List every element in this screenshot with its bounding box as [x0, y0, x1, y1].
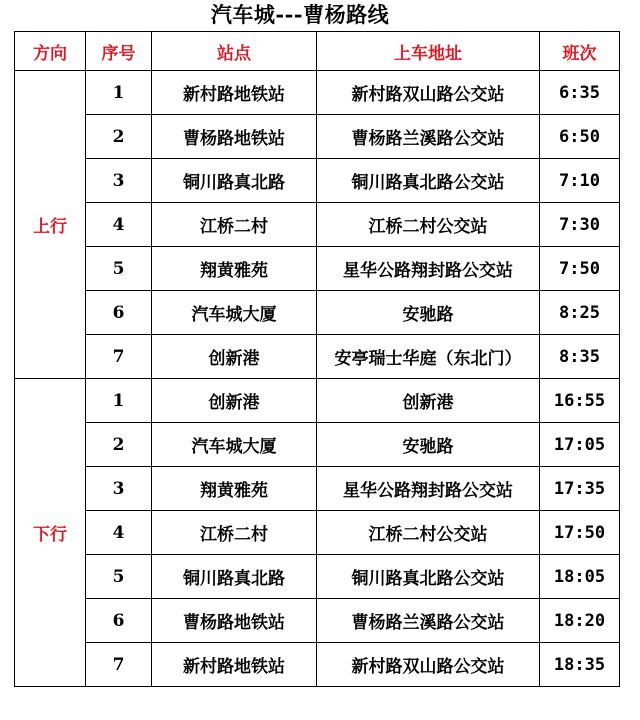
address-cell: 新村路双山路公交站	[317, 71, 540, 115]
time-cell: 17:50	[540, 511, 620, 555]
address-cell: 铜川路真北路公交站	[317, 159, 540, 203]
address-cell: 曹杨路兰溪路公交站	[317, 115, 540, 159]
time-cell: 17:05	[540, 423, 620, 467]
address-cell: 江桥二村公交站	[317, 511, 540, 555]
address-cell: 安亭瑞士华庭（东北门）	[317, 335, 540, 379]
stop-cell: 翔黄雅苑	[152, 247, 317, 291]
time-cell: 8:35	[540, 335, 620, 379]
stop-cell: 翔黄雅苑	[152, 467, 317, 511]
table-row	[15, 115, 620, 159]
time-cell: 7:10	[540, 159, 620, 203]
table-row	[15, 555, 620, 599]
seq-cell: 7	[86, 335, 152, 379]
seq-cell: 3	[86, 467, 152, 511]
table-row	[15, 291, 620, 335]
seq-cell: 6	[86, 291, 152, 335]
header-direction: 方向	[15, 32, 86, 71]
table-row	[15, 599, 620, 643]
table-row	[15, 643, 620, 687]
address-cell: 安驰路	[317, 423, 540, 467]
stop-cell: 创新港	[152, 335, 317, 379]
seq-cell: 2	[86, 115, 152, 159]
time-cell: 6:35	[540, 71, 620, 115]
seq-cell: 7	[86, 643, 152, 687]
stop-cell: 曹杨路地铁站	[152, 599, 317, 643]
stop-cell: 铜川路真北路	[152, 555, 317, 599]
table-row	[15, 71, 620, 115]
time-cell: 8:25	[540, 291, 620, 335]
header-stop: 站点	[152, 32, 317, 71]
bus-schedule-table	[14, 31, 620, 687]
time-cell: 16:55	[540, 379, 620, 423]
address-cell: 江桥二村公交站	[317, 203, 540, 247]
stop-cell: 新村路地铁站	[152, 643, 317, 687]
address-cell: 新村路双山路公交站	[317, 643, 540, 687]
table-row	[15, 335, 620, 379]
table-row	[15, 159, 620, 203]
time-cell: 18:35	[540, 643, 620, 687]
stop-cell: 汽车城大厦	[152, 291, 317, 335]
table-row	[15, 247, 620, 291]
stop-cell: 汽车城大厦	[152, 423, 317, 467]
seq-cell: 4	[86, 511, 152, 555]
time-cell: 17:35	[540, 467, 620, 511]
direction-upbound: 上行	[15, 71, 86, 379]
stop-cell: 铜川路真北路	[152, 159, 317, 203]
stop-cell: 创新港	[152, 379, 317, 423]
seq-cell: 5	[86, 247, 152, 291]
stop-cell: 江桥二村	[152, 203, 317, 247]
seq-cell: 1	[86, 379, 152, 423]
address-cell: 星华公路翔封路公交站	[317, 247, 540, 291]
table-row	[15, 379, 620, 423]
header-address: 上车地址	[317, 32, 540, 71]
seq-cell: 1	[86, 71, 152, 115]
page-title: 汽车城---曹杨路线	[210, 2, 390, 27]
time-cell: 6:50	[540, 115, 620, 159]
time-cell: 7:50	[540, 247, 620, 291]
stop-cell: 江桥二村	[152, 511, 317, 555]
seq-cell: 6	[86, 599, 152, 643]
table-header-row	[15, 32, 620, 71]
table-row	[15, 423, 620, 467]
header-seq: 序号	[86, 32, 152, 71]
address-cell: 安驰路	[317, 291, 540, 335]
seq-cell: 4	[86, 203, 152, 247]
stop-cell: 曹杨路地铁站	[152, 115, 317, 159]
table-row	[15, 467, 620, 511]
seq-cell: 2	[86, 423, 152, 467]
header-time: 班次	[540, 32, 620, 71]
time-cell: 7:30	[540, 203, 620, 247]
time-cell: 18:05	[540, 555, 620, 599]
table-row	[15, 203, 620, 247]
table-row	[15, 511, 620, 555]
stop-cell: 新村路地铁站	[152, 71, 317, 115]
address-cell: 曹杨路兰溪路公交站	[317, 599, 540, 643]
address-cell: 铜川路真北路公交站	[317, 555, 540, 599]
direction-downbound: 下行	[15, 379, 86, 687]
time-cell: 18:20	[540, 599, 620, 643]
seq-cell: 5	[86, 555, 152, 599]
seq-cell: 3	[86, 159, 152, 203]
address-cell: 星华公路翔封路公交站	[317, 467, 540, 511]
address-cell: 创新港	[317, 379, 540, 423]
